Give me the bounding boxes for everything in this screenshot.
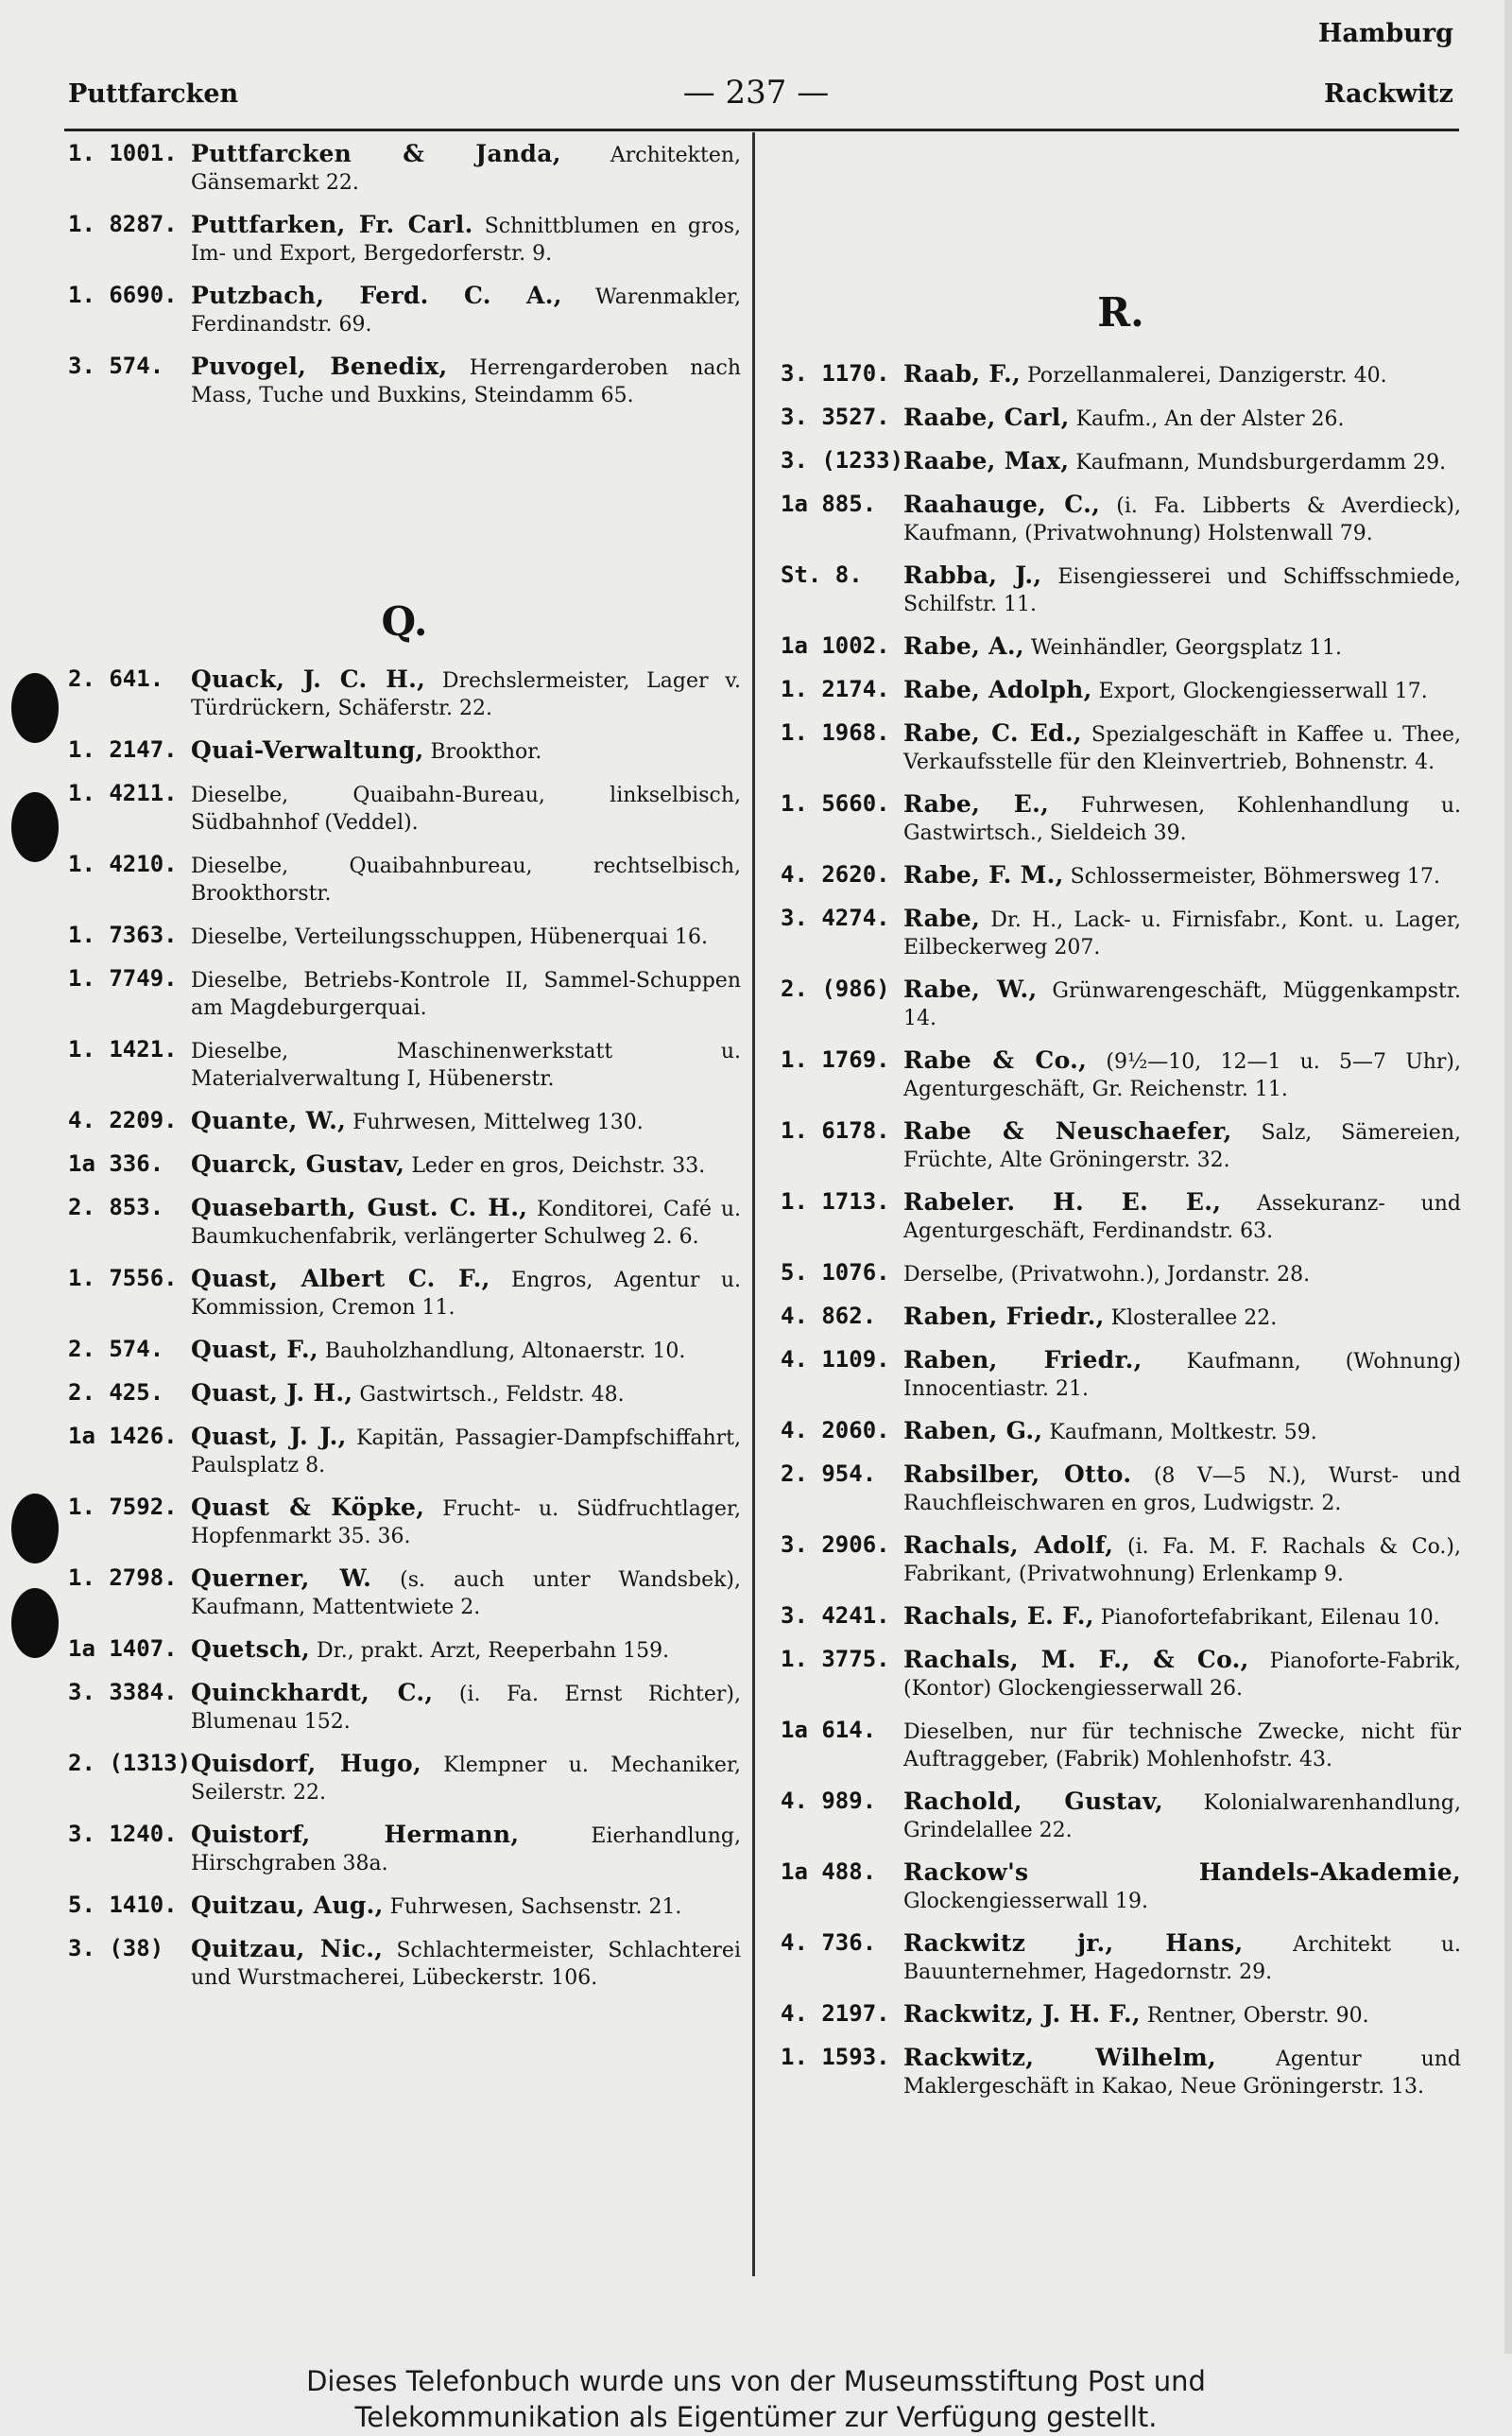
directory-entry	[781, 790, 1461, 847]
subscriber-details: Glockengiesserwall 19.	[903, 1890, 1148, 1913]
phone-number: 1. 2147.	[68, 736, 178, 763]
footer-line-2: Telekommunikation als Eigentümer zur Verfügung gestellt.	[354, 2401, 1158, 2433]
subscriber-details: (i. Fa. Libberts & Averdieck), Kaufmann, (Privatwohnung) Holstenwall 79.	[903, 494, 1461, 545]
directory-entry	[68, 922, 741, 951]
entry-text	[191, 736, 741, 766]
directory-entry	[68, 1679, 741, 1736]
directory-entry	[781, 1417, 1461, 1446]
subscriber-details: Dieselbe, Maschinenwerkstatt u. Materialverwaltung I, Hübenerstr.	[191, 1040, 741, 1091]
directory-entry	[781, 561, 1461, 618]
entry-text	[903, 861, 1461, 890]
directory-entry	[68, 1750, 741, 1806]
entry-text	[903, 632, 1461, 662]
subscriber-details: Kaufmann, Mundsburgerdamm 29.	[1069, 451, 1447, 475]
phone-number: 1. 1968.	[781, 719, 890, 746]
subscriber-details: Architekten, Gänsemarkt 22.	[191, 144, 741, 195]
subscriber-details: Kapitän, Passagier-Dampfschiffahrt, Paulsplatz 8.	[191, 1426, 741, 1477]
directory-entry	[68, 736, 741, 766]
subscriber-details: Eisengiesserei und Schiffsschmiede, Schilfstr. 11.	[903, 565, 1461, 616]
directory-entry	[781, 1788, 1461, 1844]
letter-heading-q: Q.	[381, 598, 428, 645]
entry-text	[903, 1303, 1461, 1332]
directory-entry	[68, 1194, 741, 1251]
directory-entry	[68, 1036, 741, 1093]
entry-text	[903, 1788, 1461, 1844]
footer-credit	[0, 2363, 1512, 2435]
directory-entry	[781, 1646, 1461, 1702]
right-column	[781, 140, 1461, 2115]
subscriber-name: Quasebarth, Gust. C. H.,	[191, 1194, 528, 1221]
directory-entry	[781, 447, 1461, 476]
phone-number: 1. 4210.	[68, 851, 178, 877]
entry-text	[903, 676, 1461, 705]
phone-number: 4. 736.	[781, 1929, 877, 1956]
phone-number: 1. 1421.	[68, 1036, 178, 1063]
directory-entry	[781, 1929, 1461, 1986]
directory-entry	[781, 905, 1461, 961]
entry-text	[903, 1346, 1461, 1403]
directory-entry	[781, 1346, 1461, 1403]
subscriber-details: Dieselbe, Quaibahn-Bureau, linkselbisch, Südbahnhof (Veddel).	[191, 784, 741, 835]
subscriber-name: Querner, W.	[191, 1564, 372, 1592]
right-entries-r	[781, 360, 1461, 2100]
phone-number: 1. 2798.	[68, 1564, 178, 1591]
subscriber-details: Fuhrwesen, Sachsenstr. 21.	[383, 1895, 682, 1919]
page-number: — 237 —	[682, 74, 830, 112]
directory-entry	[781, 491, 1461, 547]
directory-entry	[68, 1265, 741, 1322]
subscriber-name: Raabe, Max,	[903, 447, 1070, 475]
directory-entry	[781, 1460, 1461, 1517]
directory-entry	[781, 1259, 1461, 1288]
subscriber-name: Quast & Köpke,	[191, 1494, 425, 1521]
subscriber-details: Architekt u. Bauunternehmer, Hagedornstr. 29.	[903, 1933, 1461, 1984]
entry-text	[191, 1336, 741, 1365]
subscriber-details: Grünwarengeschäft, Müggenkampstr. 14.	[903, 979, 1461, 1030]
subscriber-name: Raben, Friedr.,	[903, 1346, 1143, 1373]
phone-number: 4. 2060.	[781, 1417, 890, 1443]
directory-entry	[781, 1117, 1461, 1174]
subscriber-name: Quinckhardt, C.,	[191, 1679, 434, 1706]
phone-number: 2. 574.	[68, 1336, 164, 1362]
directory-entry	[781, 632, 1461, 662]
subscriber-details: Leder en gros, Deichstr. 33.	[404, 1154, 706, 1178]
entry-text	[903, 1531, 1461, 1588]
subscriber-name: Raben, G.,	[903, 1417, 1043, 1444]
directory-entry	[68, 1892, 741, 1921]
directory-entry	[68, 1150, 741, 1180]
phone-number: 1. 6690.	[68, 282, 178, 308]
subscriber-details: Export, Glockengiesserwall 17.	[1091, 680, 1428, 703]
directory-entry	[68, 1107, 741, 1136]
entry-text	[191, 1107, 741, 1136]
phone-number: 3. 1240.	[68, 1821, 178, 1847]
subscriber-name: Quistorf, Hermann,	[191, 1821, 520, 1848]
directory-entry	[68, 1336, 741, 1365]
entry-text	[903, 1188, 1461, 1245]
phone-number: 1. 4211.	[68, 780, 178, 806]
phone-number: 3. 2906.	[781, 1531, 890, 1558]
directory-entry	[68, 665, 741, 722]
subscriber-name: Rabba, J.,	[903, 561, 1042, 589]
entry-text	[903, 1046, 1461, 1103]
subscriber-details: Dieselbe, Betriebs-Kontrole II, Sammel-Schuppen am Magdeburgerquai.	[191, 969, 741, 1020]
subscriber-name: Rabe, F. M.,	[903, 861, 1064, 889]
punch-hole	[11, 792, 59, 862]
subscriber-details: Kolonialwarenhandlung, Grindelallee 22.	[903, 1791, 1461, 1842]
directory-entry	[68, 1494, 741, 1550]
phone-number: 2. (1313)	[68, 1750, 192, 1776]
phone-number: 3. 3384.	[68, 1679, 178, 1705]
entry-text	[903, 2044, 1461, 2100]
phone-number: 1. 7749.	[68, 965, 178, 992]
subscriber-name: Rackwitz, Wilhelm,	[903, 2044, 1216, 2071]
subscriber-name: Rabe,	[903, 905, 981, 932]
entry-text	[191, 1036, 741, 1093]
entry-text	[903, 1646, 1461, 1702]
phone-number: 3. 574.	[68, 353, 164, 379]
subscriber-name: Rabe & Co.,	[903, 1046, 1088, 1074]
subscriber-details: Schlossermeister, Böhmersweg 17.	[1063, 865, 1440, 889]
subscriber-details: Herrengarderoben nach Mass, Tuche und Buxkins, Steindamm 65.	[191, 356, 741, 407]
footer-line-1: Dieses Telefonbuch wurde uns von der Museumsstiftung Post und	[306, 2365, 1206, 2397]
subscriber-name: Rachals, Adolf,	[903, 1531, 1114, 1559]
directory-entry	[68, 1379, 741, 1408]
entry-text	[903, 1717, 1461, 1773]
subscriber-details: Engros, Agentur u. Kommission, Cremon 11.	[191, 1269, 741, 1320]
subscriber-details: Spezialgeschäft in Kaffee u. Thee, Verkaufsstelle für den Kleinvertrieb, Bohnenstr. 4.	[903, 723, 1461, 774]
subscriber-details: Pianoforte-Fabrik, (Kontor) Glockengiesserwall 26.	[903, 1650, 1461, 1701]
subscriber-details: Fuhrwesen, Mittelweg 130.	[346, 1111, 644, 1134]
subscriber-details: Warenmakler, Ferdinandstr. 69.	[191, 285, 741, 337]
phone-number: 2. (986)	[781, 976, 890, 1002]
phone-number: 3. 1170.	[781, 360, 890, 387]
entry-text	[191, 140, 741, 197]
punch-hole	[11, 1494, 59, 1564]
subscriber-name: Rabe & Neuschaefer,	[903, 1117, 1232, 1145]
subscriber-name: Rabsilber, Otto.	[903, 1460, 1132, 1488]
phone-number: 5. 1076.	[781, 1259, 890, 1286]
subscriber-name: Rabe, W.,	[903, 976, 1038, 1003]
entry-text	[191, 780, 741, 837]
phone-number: 1a 885.	[781, 491, 877, 517]
subscriber-details: Agentur und Maklergeschäft in Kakao, Neue Gröningerstr. 13.	[903, 2047, 1462, 2099]
subscriber-details: Kaufm., An der Alster 26.	[1069, 407, 1345, 431]
phone-number: 1a 1426.	[68, 1423, 178, 1449]
subscriber-name: Quitzau, Aug.,	[191, 1892, 384, 1919]
phone-number: 1a 336.	[68, 1150, 164, 1177]
entry-text	[903, 2000, 1461, 2030]
directory-entry	[781, 2000, 1461, 2030]
entry-text	[903, 1417, 1461, 1446]
subscriber-name: Rabeler. H. E. E.,	[903, 1188, 1222, 1216]
column-divider	[752, 132, 755, 2276]
entry-text	[191, 1750, 741, 1806]
directory-entry	[68, 780, 741, 837]
punch-hole	[11, 1588, 59, 1658]
phone-number: 1. 1769.	[781, 1046, 890, 1073]
subscriber-name: Quast, Albert C. F.,	[191, 1265, 490, 1292]
subscriber-details: (i. Fa. Ernst Richter), Blumenau 152.	[191, 1683, 741, 1734]
subscriber-name: Puvogel, Benedix,	[191, 353, 448, 380]
region-heading: Hamburg	[1317, 19, 1453, 48]
subscriber-name: Puttfarcken & Janda,	[191, 140, 561, 167]
directory-entry	[781, 1303, 1461, 1332]
directory-entry	[781, 1858, 1461, 1915]
subscriber-details: Derselbe, (Privatwohn.), Jordanstr. 28.	[903, 1263, 1311, 1287]
subscriber-name: Quast, F.,	[191, 1336, 318, 1363]
entry-text	[191, 353, 741, 409]
phone-number: 4. 1109.	[781, 1346, 890, 1373]
entry-text	[191, 665, 741, 722]
subscriber-name: Quarck, Gustav,	[191, 1150, 405, 1178]
entry-text	[191, 1150, 741, 1180]
directory-entry	[68, 965, 741, 1022]
directory-entry	[781, 360, 1461, 389]
entry-text	[903, 790, 1461, 847]
subscriber-details: Bauholzhandlung, Altonaerstr. 10.	[318, 1339, 686, 1363]
phone-number: 1. 1001.	[68, 140, 178, 166]
phone-number: 4. 2197.	[781, 2000, 890, 2027]
directory-entry	[68, 1423, 741, 1479]
punch-hole	[11, 673, 59, 743]
entry-text	[191, 1265, 741, 1322]
subscriber-details: (i. Fa. M. F. Rachals & Co.), Fabrikant, (Privatwohnung) Erlenkamp 9.	[903, 1535, 1461, 1586]
subscriber-name: Rabe, E.,	[903, 790, 1050, 818]
subscriber-name: Rabe, A.,	[903, 632, 1024, 660]
subscriber-details: Schnittblumen en gros, Im- und Export, Bergedorferstr. 9.	[191, 215, 741, 266]
directory-entry	[781, 1046, 1461, 1103]
subscriber-name: Rabe, Adolph,	[903, 676, 1092, 703]
subscriber-name: Rachals, E. F.,	[903, 1602, 1094, 1630]
phone-number: 1. 1713.	[781, 1188, 890, 1215]
entry-text	[191, 1821, 741, 1877]
running-head-left: Puttfarcken	[68, 79, 239, 109]
directory-entry	[781, 1188, 1461, 1245]
subscriber-name: Raab, F.,	[903, 360, 1021, 388]
phone-number: 3. 3527.	[781, 404, 890, 430]
subscriber-details: Dieselbe, Verteilungsschuppen, Hübenerquai 16.	[191, 925, 709, 949]
entry-text	[903, 491, 1461, 547]
entry-text	[903, 1858, 1461, 1915]
directory-entry	[781, 976, 1461, 1032]
entry-text	[191, 1635, 741, 1665]
subscriber-details: Klempner u. Mechaniker, Seilerstr. 22.	[191, 1754, 741, 1805]
phone-number: 1. 1593.	[781, 2044, 890, 2070]
subscriber-details: Dr. H., Lack- u. Firnisfabr., Kont. u. Lager, Eilbeckerweg 207.	[903, 908, 1461, 959]
phone-number: 1. 7592.	[68, 1494, 178, 1520]
phone-number: 3. (38)	[68, 1935, 164, 1961]
subscriber-name: Quast, J. J.,	[191, 1423, 347, 1450]
phone-number: 2. 954.	[781, 1460, 877, 1487]
phone-number: 1. 6178.	[781, 1117, 890, 1144]
entry-text	[903, 976, 1461, 1032]
phone-number: 4. 2209.	[68, 1107, 178, 1133]
directory-entry	[781, 404, 1461, 433]
phone-number: 1. 7363.	[68, 922, 178, 948]
directory-entry	[68, 1564, 741, 1621]
subscriber-name: Quante, W.,	[191, 1107, 347, 1134]
subscriber-details: Gastwirtsch., Feldstr. 48.	[352, 1383, 625, 1407]
entry-text	[191, 965, 741, 1022]
entry-text	[191, 1494, 741, 1550]
left-column	[68, 140, 741, 2006]
subscriber-name: Quack, J. C. H.,	[191, 665, 426, 693]
phone-number: 1a 1002.	[781, 632, 890, 659]
phone-number: 1. 5660.	[781, 790, 890, 817]
subscriber-details: Weinhändler, Georgsplatz 11.	[1023, 636, 1342, 660]
subscriber-details: Schlachtermeister, Schlachterei und Wurstmacherei, Lübeckerstr. 106.	[191, 1939, 741, 1990]
subscriber-name: Puttfarken, Fr. Carl.	[191, 211, 473, 238]
phone-number: 4. 2620.	[781, 861, 890, 888]
directory-entry	[781, 719, 1461, 776]
subscriber-details: Porzellanmalerei, Danzigerstr. 40.	[1020, 364, 1387, 388]
directory-entry	[68, 353, 741, 409]
phone-number: 2. 641.	[68, 665, 164, 692]
subscriber-details: Dieselben, nur für technische Zwecke, nicht für Auftraggeber, (Fabrik) Mohlenhofstr. 43.	[903, 1720, 1461, 1771]
subscriber-name: Rackwitz jr., Hans,	[903, 1929, 1244, 1957]
subscriber-details: Fuhrwesen, Kohlenhandlung u. Gastwirtsch., Sieldeich 39.	[903, 794, 1462, 845]
entry-text	[191, 1935, 741, 1992]
entry-text	[191, 851, 741, 907]
entry-text	[903, 719, 1461, 776]
entry-text	[191, 1892, 741, 1921]
entry-text	[191, 1679, 741, 1736]
entry-text	[903, 1460, 1461, 1517]
phone-number: 3. 4241.	[781, 1602, 890, 1629]
entry-text	[191, 922, 741, 951]
directory-entry	[781, 676, 1461, 705]
subscriber-details: Pianofortefabrikant, Eilenau 10.	[1093, 1606, 1440, 1630]
directory-entry	[68, 1821, 741, 1877]
phone-number: 2. 853.	[68, 1194, 164, 1220]
subscriber-details: (9½—10, 12—1 u. 5—7 Uhr), Agenturgeschäft, Gr. Reichenstr. 11.	[903, 1050, 1461, 1101]
subscriber-name: Quai-Verwaltung,	[191, 736, 424, 764]
subscriber-details: Eierhandlung, Hirschgraben 38a.	[191, 1824, 741, 1875]
subscriber-name: Quisdorf, Hugo,	[191, 1750, 421, 1777]
subscriber-details: Dr., prakt. Arzt, Reeperbahn 159.	[309, 1639, 670, 1663]
subscriber-details: Frucht- u. Südfruchtlager, Hopfenmarkt 35. 36.	[191, 1497, 742, 1548]
subscriber-name: Rachold, Gustav,	[903, 1788, 1163, 1815]
subscriber-details: (s. auch unter Wandsbek), Kaufmann, Mattentwiete 2.	[191, 1568, 741, 1619]
running-head-right: Rackwitz	[1323, 79, 1453, 109]
directory-entry	[781, 2044, 1461, 2100]
subscriber-name: Raabe, Carl,	[903, 404, 1070, 431]
entry-text	[903, 905, 1461, 961]
entry-text	[903, 360, 1461, 389]
phone-number: 1a 614.	[781, 1717, 877, 1743]
entry-text	[191, 282, 741, 338]
entry-text	[903, 1117, 1461, 1174]
subscriber-name: Quetsch,	[191, 1635, 310, 1663]
subscriber-details: Brookthor.	[423, 740, 542, 764]
entry-text	[903, 1602, 1461, 1632]
left-entries-q	[68, 665, 741, 1992]
subscriber-details: (8 V—5 N.), Wurst- und Rauchfleischwaren en gros, Ludwigstr. 2.	[903, 1464, 1461, 1515]
page-edge	[1504, 0, 1512, 2354]
directory-entry	[68, 211, 741, 268]
subscriber-name: Rackow's Handels-Akademie,	[903, 1858, 1461, 1886]
subscriber-details: Dieselbe, Quaibahnbureau, rechtselbisch, Brookthorstr.	[191, 855, 741, 906]
entry-text	[191, 211, 741, 268]
subscriber-details: Rentner, Oberstr. 90.	[1140, 2004, 1369, 2028]
letter-heading-r: R.	[1097, 289, 1144, 336]
header-rule	[64, 129, 1459, 131]
subscriber-name: Putzbach, Ferd. C. A.,	[191, 282, 562, 309]
phone-number: 1a 488.	[781, 1858, 877, 1885]
phone-number: 4. 989.	[781, 1788, 877, 1814]
subscriber-details: Kaufmann, Moltkestr. 59.	[1042, 1421, 1317, 1444]
directory-entry	[781, 1531, 1461, 1588]
entry-text	[903, 404, 1461, 433]
entry-text	[191, 1564, 741, 1621]
directory-entry	[781, 861, 1461, 890]
phone-number: 3. 4274.	[781, 905, 890, 931]
directory-entry	[68, 1935, 741, 1992]
left-entries-p	[68, 140, 741, 409]
subscriber-name: Quitzau, Nic.,	[191, 1935, 384, 1962]
entry-text	[191, 1194, 741, 1251]
entry-text	[191, 1423, 741, 1479]
phone-number: 4. 862.	[781, 1303, 877, 1329]
phone-number: 1. 7556.	[68, 1265, 178, 1291]
entry-text	[903, 1929, 1461, 1986]
subscriber-details: Kaufmann, (Wohnung) Innocentiastr. 21.	[903, 1350, 1461, 1401]
subscriber-details: Klosterallee 22.	[1104, 1306, 1278, 1330]
subscriber-name: Quast, J. H.,	[191, 1379, 353, 1407]
phone-number: 3. (1233)	[781, 447, 904, 474]
entry-text	[903, 561, 1461, 618]
subscriber-details: Salz, Sämereien, Früchte, Alte Gröningerstr. 32.	[903, 1121, 1461, 1172]
phone-number: 5. 1410.	[68, 1892, 178, 1918]
phone-number: 2. 425.	[68, 1379, 164, 1406]
subscriber-name: Rackwitz, J. H. F.,	[903, 2000, 1141, 2028]
phone-number: St. 8.	[781, 561, 863, 588]
subscriber-details: Konditorei, Café u. Baumkuchenfabrik, verlängerter Schulweg 2. 6.	[191, 1198, 741, 1249]
subscriber-name: Rachals, M. F., & Co.,	[903, 1646, 1249, 1673]
directory-entry	[68, 1635, 741, 1665]
directory-entry	[68, 851, 741, 907]
entry-text	[191, 1379, 741, 1408]
subscriber-name: Raahauge, C.,	[903, 491, 1101, 518]
directory-entry	[781, 1602, 1461, 1632]
phone-number: 1. 8287.	[68, 211, 178, 237]
subscriber-name: Rabe, C. Ed.,	[903, 719, 1082, 747]
phone-number: 1. 3775.	[781, 1646, 890, 1672]
entry-text	[903, 1259, 1461, 1288]
subscriber-details: Assekuranz- und Agenturgeschäft, Ferdinandstr. 63.	[903, 1192, 1461, 1243]
phone-number: 1. 2174.	[781, 676, 890, 702]
subscriber-name: Raben, Friedr.,	[903, 1303, 1105, 1330]
directory-entry	[781, 1717, 1461, 1773]
directory-entry	[68, 140, 741, 197]
directory-entry	[68, 282, 741, 338]
entry-text	[903, 447, 1461, 476]
phone-number: 1a 1407.	[68, 1635, 178, 1662]
subscriber-details: Drechslermeister, Lager v. Türdrückern, Schäferstr. 22.	[191, 669, 742, 720]
